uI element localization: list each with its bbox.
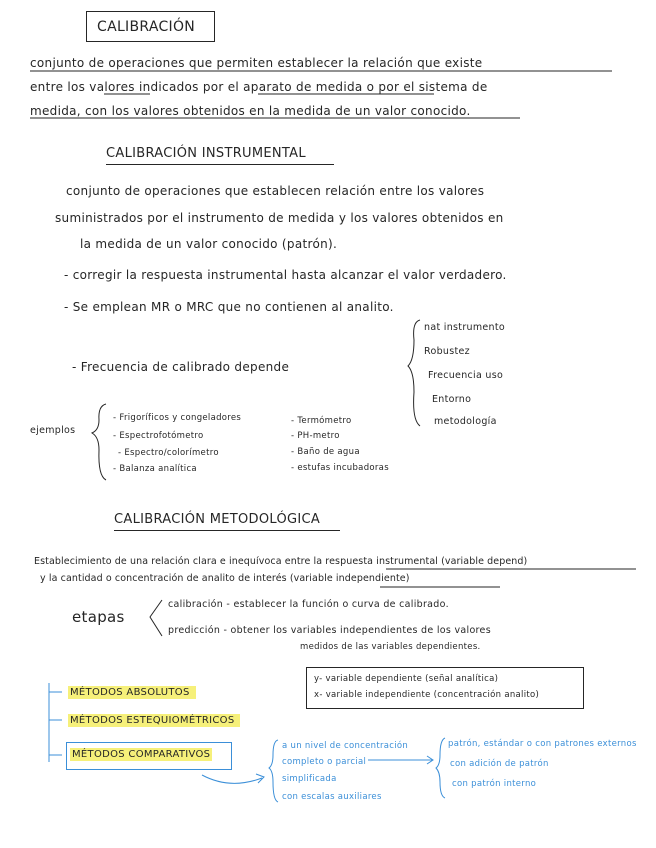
example-estufas: - estufas incubadoras bbox=[291, 463, 389, 473]
metodologica-heading: CALIBRACIÓN METODOLÓGICA bbox=[114, 512, 340, 531]
factor-entorno: Entorno bbox=[432, 394, 472, 405]
method-comparativos: MÉTODOS COMPARATIVOS bbox=[72, 749, 211, 760]
metodologica-line-1: Establecimiento de una relación clara e inequívoca entre la respuesta instrumental (variable depend) bbox=[34, 556, 528, 567]
factor-robustez: Robustez bbox=[424, 346, 470, 357]
example-espectrocolorimetro: - Espectro/colorímetro bbox=[118, 448, 219, 458]
definition-line-2: entre los valores indicados por el aparato de medida o por el sistema de bbox=[30, 80, 488, 94]
etapa-prediccion-cont: medidos de las variables dependientes. bbox=[300, 642, 481, 652]
definition-line-3: medida, con los valores obtenidos en la medida de un valor conocido. bbox=[30, 104, 471, 118]
note-nivel-concentracion: a un nivel de concentración bbox=[282, 741, 409, 751]
bullet-corregir: - corregir la respuesta instrumental hasta alcanzar el valor verdadero. bbox=[64, 268, 507, 282]
brace-examples bbox=[92, 404, 106, 480]
brace-right bbox=[436, 738, 445, 798]
comparativos-arrow bbox=[202, 775, 262, 783]
metodologica-line-2: y la cantidad o concentración de analito de interés (variable independiente) bbox=[40, 573, 410, 584]
etapa-prediccion: predicción - obtener los variables independientes de los valores bbox=[168, 625, 491, 636]
right-adicion-patron: con adición de patrón bbox=[450, 759, 549, 769]
page-title: CALIBRACIÓN bbox=[97, 19, 196, 35]
frequency-label: - Frecuencia de calibrado depende bbox=[72, 360, 290, 374]
method-estequiometricos: MÉTODOS ESTEQUIOMÉTRICOS bbox=[68, 714, 240, 727]
instrumental-line-2: suministrados por el instrumento de medida y los valores obtenidos en bbox=[55, 211, 504, 225]
factor-nat-instrumento: nat instrumento bbox=[424, 322, 506, 333]
note-completo-parcial: completo o parcial bbox=[282, 757, 367, 767]
instrumental-heading: CALIBRACIÓN INSTRUMENTAL bbox=[106, 146, 334, 165]
examples-label: ejemplos bbox=[30, 425, 76, 436]
note-escalas-auxiliares: con escalas auxiliares bbox=[282, 792, 382, 802]
bullet-mr-mrc: - Se emplean MR o MRC que no contienen al analito. bbox=[64, 300, 394, 314]
example-termometro: - Termómetro bbox=[291, 416, 352, 426]
variable-x: x- variable independiente (concentración analito) bbox=[314, 690, 540, 700]
example-bano-agua: - Baño de agua bbox=[291, 447, 360, 457]
etapas-label: etapas bbox=[72, 608, 125, 626]
note-simplificada: simplificada bbox=[282, 774, 337, 784]
variable-y: y- variable dependiente (señal analítica) bbox=[314, 674, 499, 684]
instrumental-line-1: conjunto de operaciones que establecen relación entre los valores bbox=[66, 184, 485, 198]
example-frigorificos: - Frigoríficos y congeladores bbox=[113, 413, 242, 423]
example-phmetro: - PH-metro bbox=[291, 431, 340, 441]
example-espectrofotometro: - Espectrofotómetro bbox=[113, 431, 204, 441]
factor-frecuencia-uso: Frecuencia uso bbox=[428, 370, 504, 381]
brace-frequency bbox=[408, 320, 420, 426]
definition-line-1: conjunto de operaciones que permiten establecer la relación que existe bbox=[30, 56, 483, 70]
method-absolutos: MÉTODOS ABSOLUTOS bbox=[68, 686, 196, 699]
etapas-chevron bbox=[150, 600, 162, 636]
etapa-calibracion: calibración - establecer la función o curva de calibrado. bbox=[168, 599, 449, 610]
instrumental-line-3: la medida de un valor conocido (patrón). bbox=[80, 237, 338, 251]
factor-metodologia: metodología bbox=[434, 416, 497, 427]
example-balanza: - Balanza analítica bbox=[113, 464, 197, 474]
right-patrones-externos: patrón, estándar o con patrones externos bbox=[448, 739, 637, 749]
brace-notes bbox=[269, 740, 278, 802]
right-patron-interno: con patrón interno bbox=[452, 779, 537, 789]
